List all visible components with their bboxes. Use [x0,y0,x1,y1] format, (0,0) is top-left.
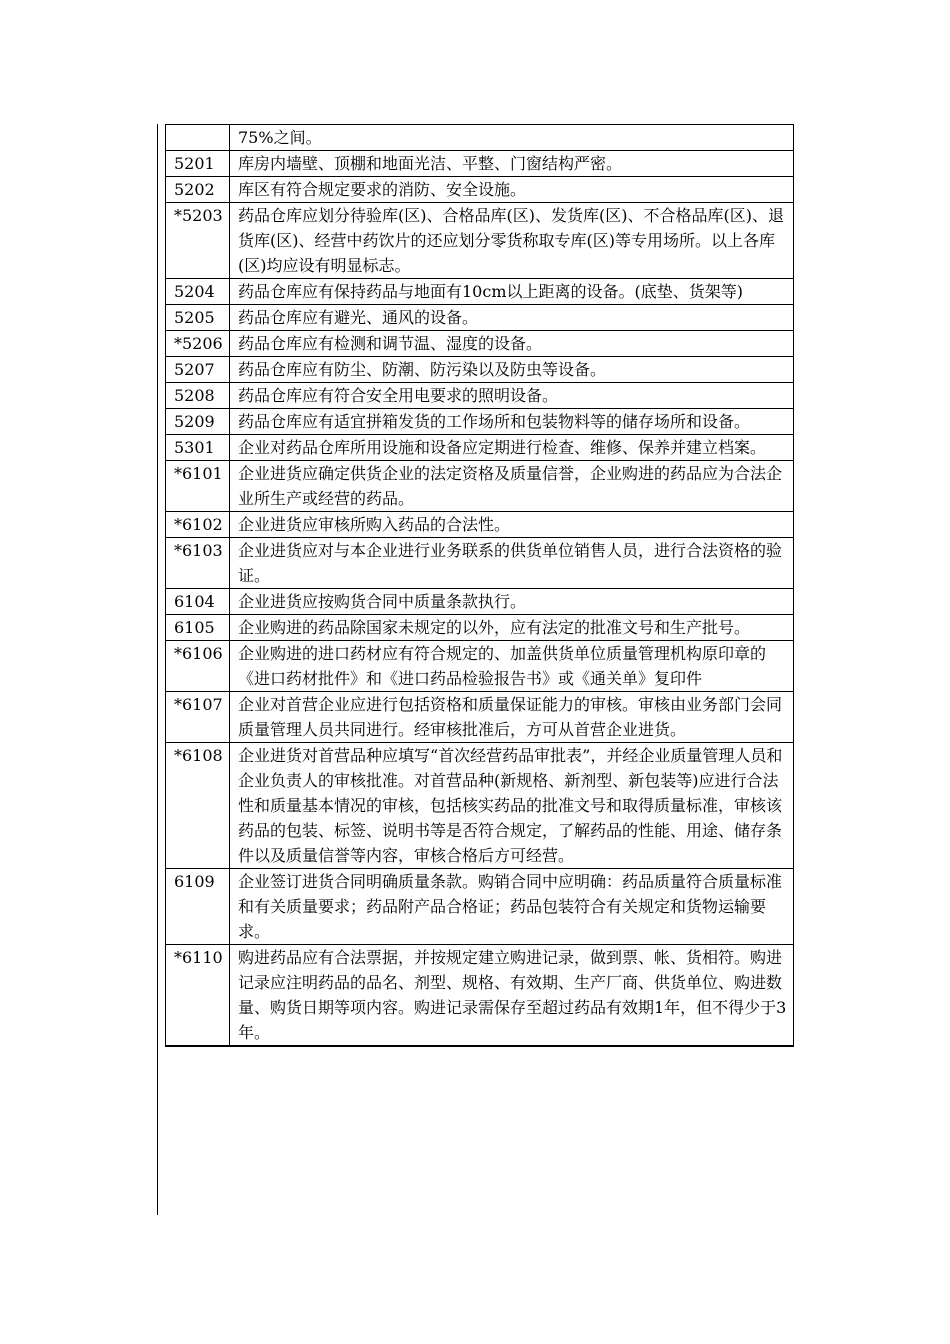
item-text: 药品仓库应有适宜拼箱发货的工作场所和包装物料等的储存场所和设备。 [230,409,794,435]
item-code: *6108 [166,743,230,869]
item-code: 5202 [166,177,230,203]
item-text: 药品仓库应有检测和调节温、湿度的设备。 [230,331,794,357]
item-code: 5207 [166,357,230,383]
table-row [166,279,794,305]
item-text: 企业对首营企业应进行包括资格和质量保证能力的审核。审核由业务部门会同质量管理人员共同进行。经审核批准后，方可从首营企业进货。 [230,692,794,743]
item-text: 库区有符合规定要求的消防、安全设施。 [230,177,794,203]
item-text: 75%之间。 [230,125,794,151]
item-code: *6103 [166,538,230,589]
table-row [166,641,794,692]
item-code: 5208 [166,383,230,409]
item-code [166,125,230,151]
item-text: 企业进货应确定供货企业的法定资格及质量信誉，企业购进的药品应为合法企业所生产或经营的药品。 [230,461,794,512]
item-text: 药品仓库应有避光、通风的设备。 [230,305,794,331]
item-code: 5301 [166,435,230,461]
item-code: *6107 [166,692,230,743]
item-text: 企业购进的药品除国家未规定的以外，应有法定的批准文号和生产批号。 [230,615,794,641]
table-row [166,409,794,435]
table-row [166,512,794,538]
item-code: *6106 [166,641,230,692]
item-code: *6101 [166,461,230,512]
table-row [166,589,794,615]
item-code: 6105 [166,615,230,641]
item-code: 5209 [166,409,230,435]
table-row [166,331,794,357]
table-row [166,383,794,409]
item-text: 企业进货对首营品种应填写“首次经营药品审批表”，并经企业质量管理人员和企业负责人的审核批准。对首营品种(新规格、新剂型、新包装等)应进行合法性和质量基本情况的审核，包括核实药品的批准文号和取得质量标准，审核该药品的包装、标签、说明书等是否符合规定，了解药品的性能、用途、储存条件以及质量信誉等内容，审核合格后方可经营。 [230,743,794,869]
item-text: 企业对药品仓库所用设施和设备应定期进行检查、维修、保养并建立档案。 [230,435,794,461]
table-row [166,743,794,869]
item-text: 企业进货应按购货合同中质量条款执行。 [230,589,794,615]
item-text: 药品仓库应划分待验库(区)、合格品库(区)、发货库(区)、不合格品库(区)、退货库(区)、经营中药饮片的还应划分零货称取专库(区)等专用场所。以上各库(区)均应设有明显标志。 [230,203,794,279]
table-row [166,692,794,743]
table-row [166,435,794,461]
table-row [166,357,794,383]
item-code: *5203 [166,203,230,279]
item-code: *6102 [166,512,230,538]
item-text: 库房内墙壁、顶棚和地面光洁、平整、门窗结构严密。 [230,151,794,177]
item-code: *5206 [166,331,230,357]
item-text: 购进药品应有合法票据，并按规定建立购进记录，做到票、帐、货相符。购进记录应注明药品的品名、剂型、规格、有效期、生产厂商、供货单位、购进数量、购货日期等项内容。购进记录需保存至超过药品有效期1年，但不得少于3年。 [230,945,794,1047]
item-text: 企业进货应对与本企业进行业务联系的供货单位销售人员，进行合法资格的验证。 [230,538,794,589]
left-margin-rule [157,124,158,1215]
item-text: 企业购进的进口药材应有符合规定的、加盖供货单位质量管理机构原印章的《进口药材批件》和《进口药品检验报告书》或《通关单》复印件 [230,641,794,692]
item-code: 6104 [166,589,230,615]
inspection-standards-table [165,124,794,1047]
table-row [166,305,794,331]
table-row [166,151,794,177]
table-row [166,869,794,945]
table-row [166,461,794,512]
item-text: 企业签订进货合同明确质量条款。购销合同中应明确：药品质量符合质量标准和有关质量要求；药品附产品合格证；药品包装符合有关规定和货物运输要求。 [230,869,794,945]
table-row [166,125,794,151]
item-code: 6109 [166,869,230,945]
item-text: 药品仓库应有符合安全用电要求的照明设备。 [230,383,794,409]
table-body [166,125,794,1047]
item-text: 药品仓库应有保持药品与地面有10cm以上距离的设备。(底垫、货架等) [230,279,794,305]
table-row [166,615,794,641]
item-code: 5204 [166,279,230,305]
table-row [166,177,794,203]
item-code: *6110 [166,945,230,1047]
item-text: 药品仓库应有防尘、防潮、防污染以及防虫等设备。 [230,357,794,383]
item-text: 企业进货应审核所购入药品的合法性。 [230,512,794,538]
table-row [166,538,794,589]
table-row [166,945,794,1047]
item-code: 5205 [166,305,230,331]
table-row [166,203,794,279]
item-code: 5201 [166,151,230,177]
